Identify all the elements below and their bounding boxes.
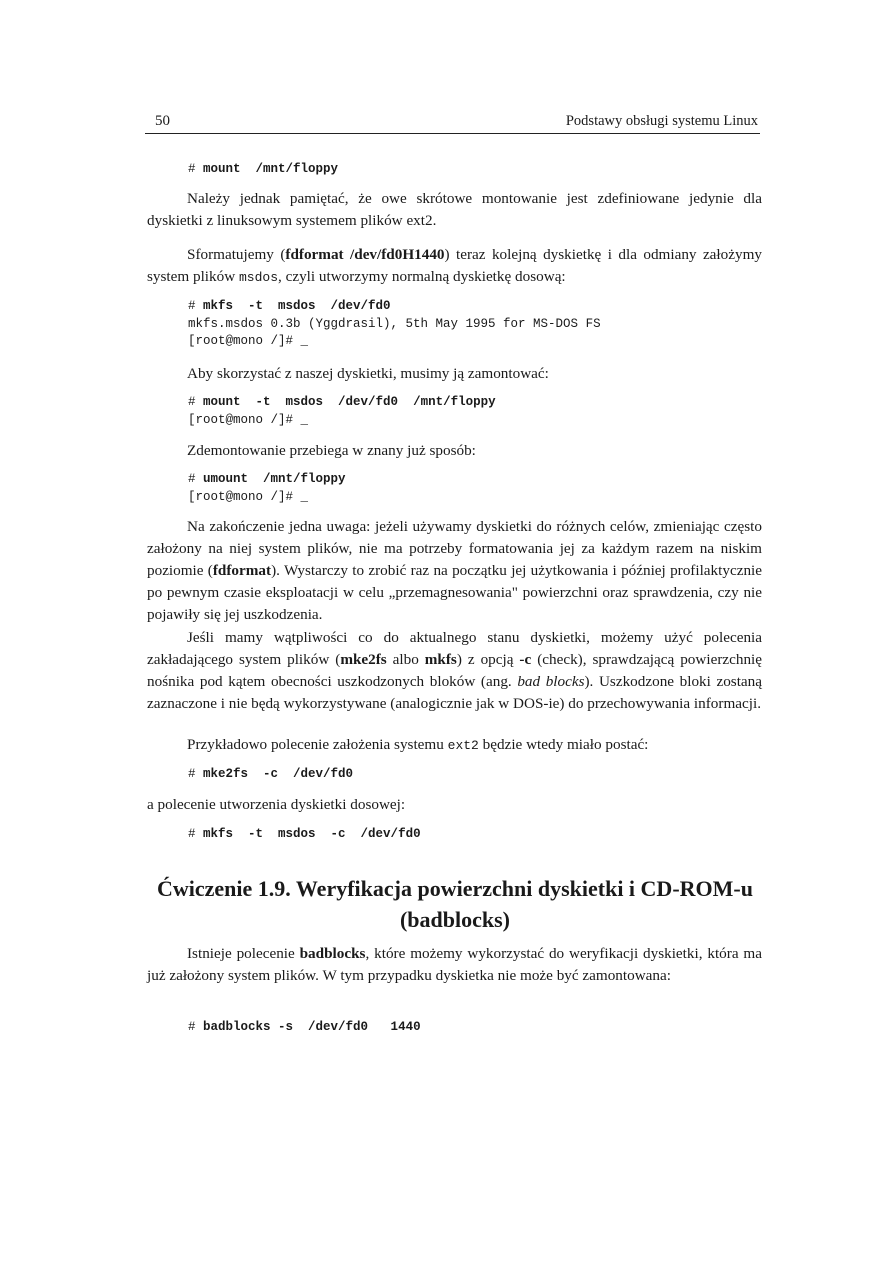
code-mkfs-msdos [188,298,601,351]
shell-prompt: # [188,472,196,486]
command-name: badblocks [299,945,366,962]
code-mke2fs [188,766,353,784]
shell-prompt: # [188,1020,196,1034]
text: Przykładowo polecenie założenia systemu [187,736,448,753]
command-text: mkfs -t msdos -c /dev/fd0 [203,827,421,841]
running-title: Podstawy obsługi systemu Linux [565,113,758,129]
text: ). Uszkodzone bloki zostaną zaznaczone i nie będą wykorzystywane (analogicznie jak w DOS-ie) do przechowywania informacji. [147,673,762,712]
text: albo [386,651,425,668]
output-line: mkfs.msdos 0.3b (Yggdrasil), 5th May 1995 for MS-DOS FS [188,316,601,331]
heading-line-1: Ćwiczenie 1.9. Weryfikacja powierzchni dyskietki i CD-ROM-u [157,876,753,901]
text: , czyli utworzymy normalną dyskietkę dosową: [278,268,566,285]
prompt-line: [root@mono /]# _ [188,489,309,504]
paragraph-format [147,244,762,289]
shell-prompt: # [188,827,196,841]
command-name: mkfs [424,651,457,668]
code-badblocks [188,1019,421,1037]
shell-prompt: # [188,395,196,409]
text: Sformatujemy ( [187,246,286,263]
paragraph-final-note [147,516,762,626]
code-mount-floppy [188,161,338,179]
text: ) z opcją [456,651,520,668]
text: Na zakończenie jedna uwaga: jeżeli używamy dyskietki do różnych celów, zmieniając często założony na niej system plików, nie ma potrzeby formatowania jej za każdym razem na niskim poziomie ( [147,518,762,579]
code-mount-msdos [188,394,496,429]
code-umount [188,471,346,506]
running-header [145,113,760,134]
term-italic: bad blocks [517,673,585,690]
text: ) teraz kolejną dyskietkę i dla odmiany założymy system plików [147,246,762,285]
option-flag: -c [519,651,532,668]
prompt-line: [root@mono /]# _ [188,334,309,348]
command-text: mkfs -t msdos /dev/fd0 [203,299,391,313]
paragraph-ext2-note: Należy jednak pamiętać, że owe skrótowe montowanie jest zdefiniowane jedynie dla dyskietki z linuksowym systemem plików ext2. [147,190,762,229]
command-text: badblocks -s /dev/fd0 1440 [203,1020,421,1034]
paragraph-dos-example: a polecenie utworzenia dyskietki dosowej: [147,796,406,813]
text: będzie wtedy miało postać: [478,736,649,753]
paragraph-mount-intro: Aby skorzystać z naszej dyskietki, musimy ją zamontować: [187,365,549,382]
text: (check), sprawdzającą powierzchnię nośnika pod kątem obecności uszkodzonych bloków (ang. [147,651,763,690]
paragraph-badblocks [147,943,762,987]
fs-name: msdos [238,270,278,285]
text: Istnieje polecenie [187,945,300,962]
heading-line-2: (badblocks) [399,907,511,932]
fs-name: ext2 [447,738,479,753]
command-text: mount /mnt/floppy [203,162,339,176]
shell-prompt: # [188,299,196,313]
command-name: fdformat [212,562,272,579]
command-text: mount -t msdos /dev/fd0 /mnt/floppy [203,395,496,409]
prompt-line: [root@mono /]# _ [188,412,309,427]
paragraph-check-option [147,627,762,715]
text: , które możemy wykorzystać do weryfikacji dyskietki, która ma już założony system plików. W tym przypadku dyskietka nie może być zamontowana: [147,945,762,984]
shell-prompt: # [188,767,196,781]
command-name: fdformat /dev/fd0H1440 [285,246,445,263]
text: ). Wystarczy to zrobić raz na początku jej użytkowania i później profilaktycznie po pewnym czasie eksploatacji w celu „przemagnesowania" powierzchni oraz sprawdzenia, czy nie pojawiły się jej uszkodzenia. [147,562,762,623]
section-heading [150,873,760,935]
code-mkfs-check [188,826,421,844]
shell-prompt: # [188,162,196,176]
paragraph-ext2-example [147,734,762,757]
command-text: mke2fs -c /dev/fd0 [203,767,354,781]
paragraph-umount-intro: Zdemontowanie przebiega w znany już sposób: [187,442,476,459]
page-number: 50 [155,113,170,129]
command-text: umount /mnt/floppy [203,472,346,486]
text: Jeśli mamy wątpliwości co do aktualnego stanu dyskietki, możemy użyć polecenia zakładającego system plików ( [147,629,762,668]
command-name: mke2fs [340,651,387,668]
